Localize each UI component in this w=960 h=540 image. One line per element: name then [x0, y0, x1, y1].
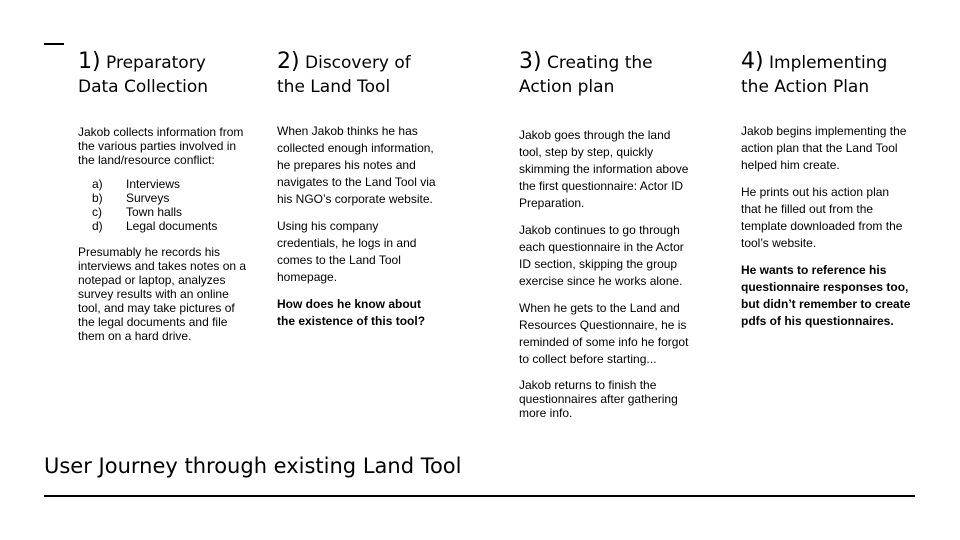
step-2-number: 2)	[277, 49, 300, 74]
step-4-paragraph: He prints out his action plan that he filled out from the template downloaded from the tool’s website.	[741, 185, 903, 250]
step-3-body	[519, 127, 689, 420]
list-item	[92, 191, 248, 205]
list-marker: b)	[92, 191, 103, 205]
step-4-column	[741, 50, 911, 340]
step-3-paragraph: Jakob returns to finish the questionnaires after gathering more info.	[519, 378, 678, 420]
step-3-column	[519, 50, 689, 430]
list-item	[92, 205, 248, 219]
data-sources-list	[92, 177, 248, 233]
list-text: Surveys	[126, 191, 170, 205]
step-4-body	[741, 123, 911, 330]
step-3-title-text: Creating the Action plan	[519, 53, 653, 97]
step-1-body	[78, 125, 248, 343]
step-1-title	[78, 50, 248, 99]
list-marker: d)	[92, 219, 103, 233]
list-text: Legal documents	[126, 219, 218, 233]
step-1-outro: Presumably he records his interviews and takes notes on a notepad or laptop, analyzes survey results with an online tool, and may take pictures of the legal documents and file them on a hard drive.	[78, 245, 247, 343]
step-2-title	[277, 50, 442, 99]
step-2-paragraph: When Jakob thinks he has collected enough information, he prepares his notes and navigates to the Land Tool via his NGO’s corporate website.	[277, 124, 436, 206]
page-title: User Journey through existing Land Tool	[44, 454, 462, 478]
step-3-title	[519, 50, 689, 99]
step-2-body	[277, 123, 442, 330]
step-4-question: He wants to reference his questionnaire responses too, but didn’t remember to create pdfs of his questionnaires.	[741, 263, 911, 328]
accent-dash	[44, 43, 64, 45]
step-1-number: 1)	[78, 49, 101, 74]
list-marker: c)	[92, 205, 102, 219]
step-2-column	[277, 50, 442, 340]
step-2-question: How does he know about the existence of this tool?	[277, 297, 426, 328]
step-3-paragraph: When he gets to the Land and Resources Questionnaire, he is reminded of some info he forgot to collect before starting...	[519, 301, 689, 366]
list-text: Interviews	[126, 177, 181, 191]
step-2-paragraph: Using his company credentials, he logs in and comes to the Land Tool homepage.	[277, 219, 417, 284]
step-1-title-text: Preparatory Data Collection	[78, 53, 209, 97]
step-4-title	[741, 50, 911, 99]
step-4-title-text: Implementing the Action Plan	[741, 53, 888, 97]
list-text: Town halls	[126, 205, 183, 219]
step-2-title-text: Discovery of the Land Tool	[277, 53, 411, 97]
list-marker: a)	[92, 177, 103, 191]
list-item	[92, 177, 248, 191]
step-3-paragraph: Jakob goes through the land tool, step by step, quickly skimming the information above the first questionnaire: Actor ID Preparation.	[519, 128, 689, 210]
step-3-paragraph: Jakob continues to go through each questionnaire in the Actor ID section, skipping the group exercise since he works alone.	[519, 223, 684, 288]
step-4-paragraph: Jakob begins implementing the action plan that the Land Tool helped him create.	[741, 124, 907, 172]
step-1-column	[78, 50, 248, 354]
step-1-intro: Jakob collects information from the various parties involved in the land/resource conflict:	[78, 125, 244, 167]
step-3-number: 3)	[519, 49, 542, 74]
step-4-number: 4)	[741, 49, 764, 74]
list-item	[92, 219, 248, 233]
bottom-divider	[44, 495, 915, 497]
